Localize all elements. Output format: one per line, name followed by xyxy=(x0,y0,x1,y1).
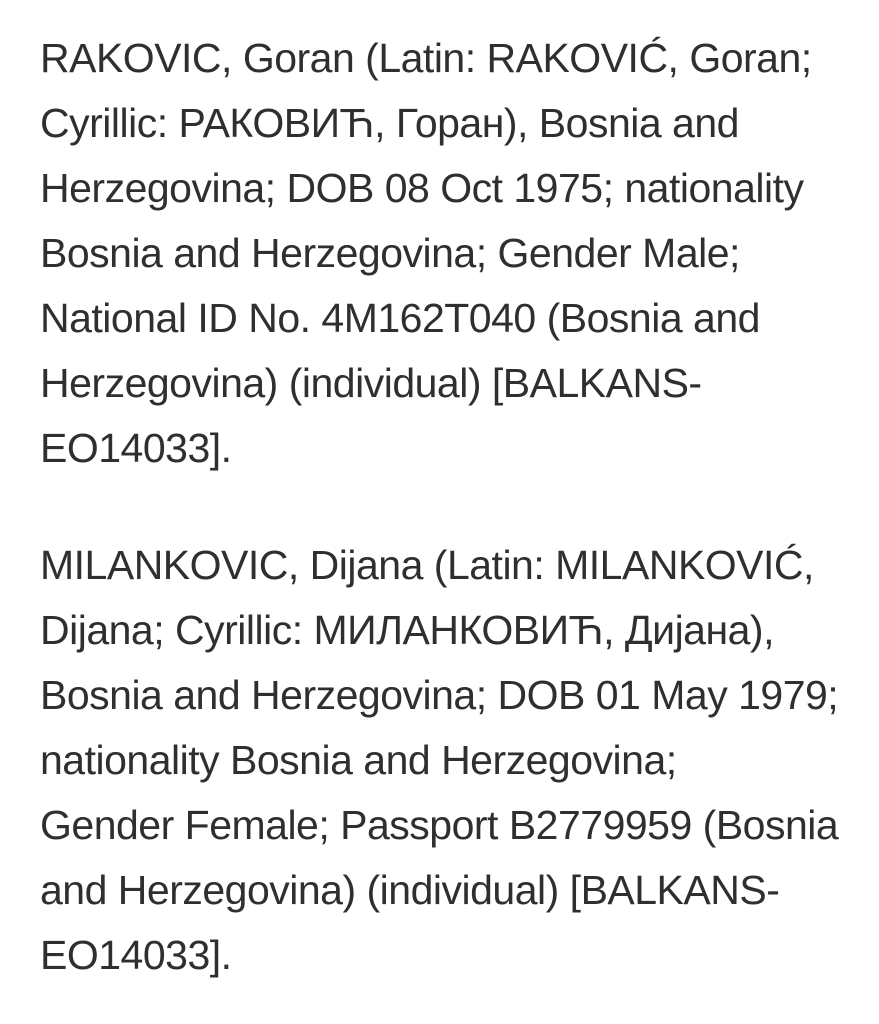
sanctions-entry-milankovic xyxy=(40,533,849,988)
entry-text-line: Dijana; Cyrillic: МИЛАНКОВИЋ, Дијана), xyxy=(40,607,774,653)
entry-text-line: Bosnia and Herzegovina; DOB 01 May 1979; xyxy=(40,672,839,718)
entry-text-line: nationality Bosnia and Herzegovina; xyxy=(40,737,677,783)
entry-text-line: EO14033]. xyxy=(40,425,232,471)
entry-text-line: MILANKOVIC, Dijana (Latin: MILANKOVIĆ, xyxy=(40,542,814,588)
entry-text-line: National ID No. 4M162T040 (Bosnia and xyxy=(40,295,760,341)
entry-text-line: and Herzegovina) (individual) [BALKANS- xyxy=(40,867,780,913)
entry-text-line: RAKOVIC, Goran (Latin: RAKOVIĆ, Goran; xyxy=(40,35,812,81)
sanctions-entry-rakovic xyxy=(40,26,849,481)
entry-text-line: Cyrillic: РАКОВИЋ, Горан), Bosnia and xyxy=(40,100,739,146)
entry-text-line: Gender Female; Passport B2779959 (Bosnia xyxy=(40,802,839,848)
entry-text-line: Herzegovina; DOB 08 Oct 1975; nationality xyxy=(40,165,804,211)
entry-text-line: Bosnia and Herzegovina; Gender Male; xyxy=(40,230,740,276)
entry-text-line: Herzegovina) (individual) [BALKANS- xyxy=(40,360,702,406)
entry-text-line: EO14033]. xyxy=(40,932,232,978)
